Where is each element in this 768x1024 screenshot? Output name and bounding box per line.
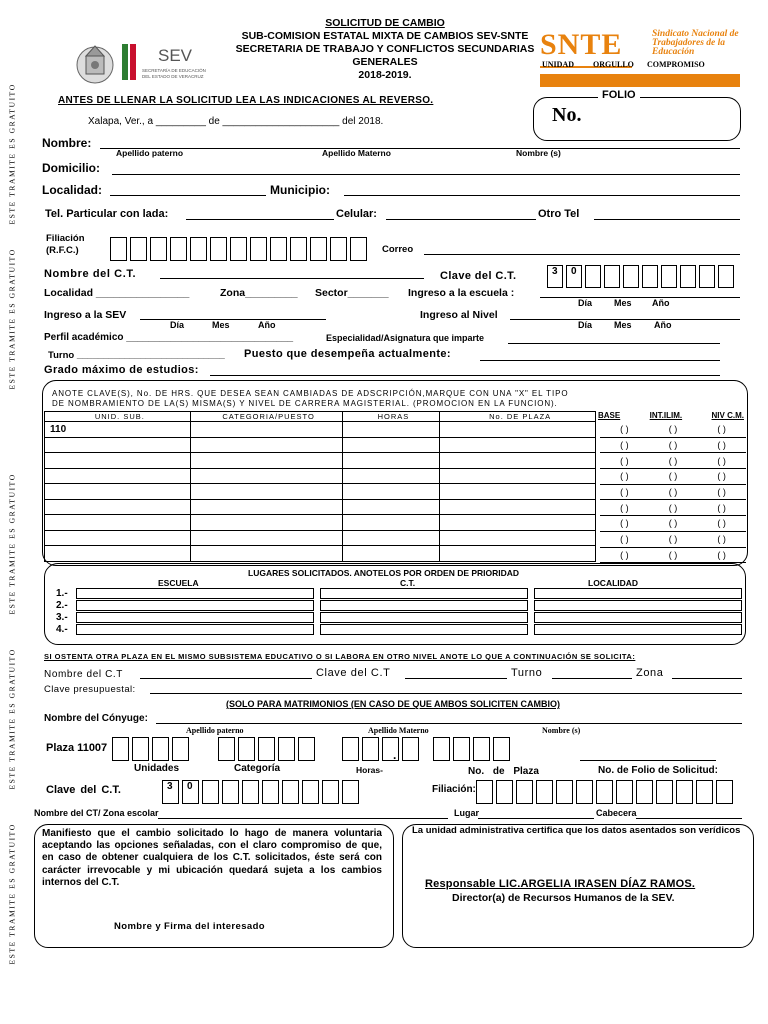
dia-hint: Día	[578, 298, 593, 308]
input-cell[interactable]	[342, 780, 359, 804]
claves-cell[interactable]	[342, 437, 440, 453]
categoria-cells[interactable]	[218, 737, 318, 761]
type-checkbox[interactable]: ( )	[620, 487, 629, 498]
ingreso-escuela-label: Ingreso a la escuela :	[408, 287, 515, 299]
claves-cell[interactable]	[440, 499, 596, 515]
lugar-escuela-input[interactable]	[76, 588, 314, 599]
type-checkbox[interactable]: ( )	[668, 424, 678, 435]
conyuge-input[interactable]	[156, 723, 742, 724]
lugar-ct-input[interactable]	[320, 600, 528, 611]
input-cell[interactable]	[676, 780, 693, 804]
input-cell[interactable]	[350, 237, 367, 261]
lugares-header: ESCUELA	[158, 578, 199, 588]
type-checkbox[interactable]: ( )	[668, 549, 678, 560]
especialidad-label: Especialidad/Asignatura que imparte	[326, 333, 485, 343]
plaza-cells[interactable]	[433, 737, 513, 761]
ingreso-sev-label: Ingreso a la SEV	[44, 309, 127, 321]
claves-cell[interactable]	[342, 530, 440, 546]
input-cell[interactable]	[310, 237, 327, 261]
horas-cells[interactable]	[342, 737, 422, 761]
conyuge-label: Nombre del Cónyuge:	[44, 713, 148, 724]
input-cell[interactable]: 3	[162, 780, 179, 804]
claves-cell[interactable]	[342, 453, 440, 469]
input-cell[interactable]	[453, 737, 470, 761]
unidades-hint: Unidades	[134, 763, 180, 774]
sev-logo: SEV SECRETARÍA DE EDUCACIÓN DEL ESTADO DE VERACRUZ	[122, 44, 232, 88]
claves-cell[interactable]: 110	[45, 422, 191, 438]
clave-presupuestal-input[interactable]	[150, 693, 742, 694]
hint: Nombre (s)	[516, 148, 561, 158]
otro-tel-label: Otro Tel	[538, 208, 580, 220]
localidad2-field: Localidad ________________	[44, 287, 190, 299]
claves-cell[interactable]	[45, 484, 191, 500]
input-cell[interactable]	[616, 780, 633, 804]
type-checkbox[interactable]: ( )	[717, 424, 726, 435]
hint: Apellido paterno	[186, 726, 244, 735]
input-cell[interactable]	[604, 265, 620, 288]
type-checkbox[interactable]: ( )	[620, 471, 629, 482]
municipio-input[interactable]	[344, 195, 740, 196]
lugar-row	[56, 623, 742, 635]
lugar-ct-input[interactable]	[320, 624, 528, 635]
input-cell[interactable]	[270, 237, 287, 261]
input-cell[interactable]	[190, 237, 207, 261]
director: Director(a) de Recursos Humanos de la SEV.	[452, 892, 675, 904]
lugar-num: 1.-	[56, 587, 68, 599]
lugares-header: LOCALIDAD	[588, 578, 639, 588]
otra-clave-ct-label: Clave del C.T	[316, 667, 391, 679]
claves-cell[interactable]	[440, 515, 596, 531]
perfil-field: Perfil académico ______________________________	[44, 332, 294, 343]
input-cell[interactable]	[718, 265, 734, 288]
claves-cell[interactable]	[45, 515, 191, 531]
hint: Nombre (s)	[542, 726, 581, 735]
folio-no: No.	[552, 104, 582, 126]
clave-ct-label: Clave del C.T.	[440, 270, 517, 282]
m-clave-ct-cells[interactable]	[162, 780, 362, 804]
input-cell[interactable]	[661, 265, 677, 288]
tel-label: Tel. Particular con lada:	[45, 208, 169, 220]
puesto-input[interactable]	[480, 360, 720, 361]
input-cell[interactable]	[585, 265, 601, 288]
anio-hint: Año	[258, 320, 276, 330]
municipio-label: Municipio:	[270, 183, 330, 197]
input-cell[interactable]	[150, 237, 167, 261]
input-cell[interactable]	[152, 737, 169, 761]
input-cell[interactable]	[110, 237, 127, 261]
sector-field: Sector_______	[315, 287, 389, 299]
lugar-escuela-input[interactable]	[76, 600, 314, 611]
input-cell[interactable]	[222, 780, 239, 804]
correo-input[interactable]	[424, 254, 740, 255]
otra-nombre-ct-input[interactable]	[140, 678, 312, 679]
domicilio-input[interactable]	[112, 174, 740, 175]
localidad-input[interactable]	[110, 195, 266, 196]
lugar-localidad-input[interactable]	[534, 612, 742, 623]
claves-cell[interactable]	[440, 453, 596, 469]
type-checkbox[interactable]: ( )	[668, 534, 678, 545]
tel-input[interactable]	[186, 219, 334, 220]
claves-cell[interactable]	[190, 437, 342, 453]
side-text: ESTE TRAMITE ES GRATUITO	[7, 83, 17, 225]
claves-cell[interactable]	[45, 546, 191, 562]
claves-header-cell: UNID. SUB.	[45, 412, 191, 422]
nombre-label: Nombre:	[42, 136, 92, 150]
celular-input[interactable]	[386, 219, 536, 220]
celular-label: Celular:	[336, 208, 377, 220]
lugar-localidad-input[interactable]	[534, 624, 742, 635]
side-text: ESTE TRAMITE ES GRATUITO	[7, 248, 17, 390]
claves-row	[45, 546, 596, 562]
no-plaza-hint: No. de Plaza	[468, 766, 539, 777]
claves-cell[interactable]	[45, 499, 191, 515]
input-cell[interactable]	[242, 780, 259, 804]
otra-zona-label: Zona	[636, 667, 664, 679]
filiacion-label: Filiación (R.F.C.)	[46, 233, 85, 256]
form-title: SOLICITUD DE CAMBIO SUB-COMISION ESTATAL MIXTA DE CAMBIOS SEV-SNTE SECRETARIA DE TRABAJO Y CONFLICTOS SECUNDARIAS GENERALES 2018-2019.	[235, 17, 535, 81]
input-cell[interactable]	[716, 780, 733, 804]
type-checkbox[interactable]: ( )	[668, 518, 678, 529]
claves-cell[interactable]	[190, 499, 342, 515]
lugar-row	[56, 611, 742, 623]
lugar-num: 4.-	[56, 623, 68, 635]
claves-cell[interactable]	[342, 515, 440, 531]
input-cell[interactable]	[218, 737, 235, 761]
no-folio-input[interactable]	[580, 760, 716, 761]
hint: Apellido paterno	[116, 148, 184, 158]
type-mark-row	[600, 516, 746, 532]
input-cell[interactable]	[112, 737, 129, 761]
cabecera-input[interactable]	[636, 818, 742, 819]
puesto-label: Puesto que desempeña actualmente:	[244, 348, 451, 360]
claves-table	[44, 411, 596, 562]
type-checkbox[interactable]: ( )	[717, 440, 726, 451]
type-checkbox[interactable]: ( )	[717, 518, 726, 529]
type-checkbox[interactable]: ( )	[620, 534, 629, 545]
type-checkbox[interactable]: ( )	[620, 424, 629, 435]
input-cell[interactable]	[382, 737, 399, 761]
no-folio-label: No. de Folio de Solicitud:	[598, 765, 718, 776]
folio-label: FOLIO	[598, 89, 640, 101]
m-filiacion-cells[interactable]	[476, 780, 736, 804]
place-date: Xalapa, Ver., a _________ de _____________________ del 2018.	[88, 116, 384, 127]
input-cell[interactable]	[330, 237, 347, 261]
input-cell[interactable]	[132, 737, 149, 761]
lugar-escuela-input[interactable]	[76, 624, 314, 635]
notice: ANTES DE LLENAR LA SOLICITUD LEA LAS INDICACIONES AL REVERSO.	[58, 95, 434, 106]
turno-field: Turno ____________________________	[48, 350, 225, 361]
m-nombre-ct-label: Nombre del CT/ Zona escolar	[34, 808, 159, 818]
claves-cell[interactable]	[342, 484, 440, 500]
input-cell[interactable]	[302, 780, 319, 804]
claves-row	[45, 484, 596, 500]
cabecera-label: Cabecera	[596, 808, 637, 818]
input-cell[interactable]: 0	[566, 265, 582, 288]
input-cell[interactable]	[262, 780, 279, 804]
claves-cell[interactable]	[190, 515, 342, 531]
lugar-row	[56, 599, 742, 611]
type-mark-row	[600, 469, 746, 485]
claves-type-marks	[596, 411, 746, 563]
lugar-ct-input[interactable]	[320, 612, 528, 623]
zona-field: Zona_________	[220, 287, 298, 299]
lugar-ct-input[interactable]	[320, 588, 528, 599]
claves-cell[interactable]	[45, 468, 191, 484]
lugar-localidad-input[interactable]	[534, 600, 742, 611]
claves-row	[45, 453, 596, 469]
m-nombre-ct-input[interactable]	[158, 818, 448, 819]
responsable: Responsable LIC.ARGELIA IRASEN DÍAZ RAMOS.	[425, 878, 696, 890]
ingreso-nivel-label: Ingreso al Nivel	[420, 309, 498, 321]
type-checkbox[interactable]: ( )	[717, 534, 726, 545]
input-cell[interactable]	[556, 780, 573, 804]
type-header: INT.ILIM.	[649, 411, 683, 420]
type-checkbox[interactable]: ( )	[717, 471, 726, 482]
unidades-cells[interactable]	[112, 737, 192, 761]
snte-logo: SNTE UNIDAD ORGULLO COMPROMISO Sindicato Nacional de Trabajadores de la Educación	[540, 26, 740, 88]
lugares-title: LUGARES SOLICITADOS. ANOTELOS POR ORDEN DE PRIORIDAD	[248, 568, 520, 578]
side-text: ESTE TRAMITE ES GRATUITO	[7, 823, 17, 965]
input-cell[interactable]	[342, 737, 359, 761]
input-cell[interactable]	[362, 737, 379, 761]
type-mark-row	[600, 532, 746, 548]
especialidad-input[interactable]	[508, 343, 720, 344]
input-cell[interactable]	[699, 265, 715, 288]
ingreso-sev-input[interactable]	[140, 319, 326, 320]
claves-row	[45, 515, 596, 531]
claves-cell[interactable]	[190, 453, 342, 469]
lugares-header: C.T.	[400, 578, 416, 588]
lugar-row	[56, 587, 742, 599]
m-clave-ct-label: Clave del C.T.	[46, 784, 121, 796]
anio-hint: Año	[654, 320, 672, 330]
lugar-escuela-input[interactable]	[76, 612, 314, 623]
input-cell[interactable]	[258, 737, 275, 761]
type-header: BASE	[598, 411, 621, 420]
input-cell[interactable]	[210, 237, 227, 261]
claves-header-cell: No. DE PLAZA	[440, 412, 596, 422]
domicilio-label: Domicilio:	[42, 161, 101, 175]
claves-cell[interactable]	[440, 468, 596, 484]
input-cell[interactable]	[230, 237, 247, 261]
type-checkbox[interactable]: ( )	[620, 455, 629, 466]
claves-cell[interactable]	[342, 422, 440, 438]
input-cell[interactable]	[433, 737, 450, 761]
claves-row	[45, 468, 596, 484]
type-checkbox[interactable]: ( )	[668, 471, 678, 482]
correo-label: Correo	[382, 244, 414, 255]
otra-zona-input[interactable]	[672, 678, 742, 679]
categoria-hint: Categoría	[234, 763, 281, 774]
input-cell[interactable]	[278, 737, 295, 761]
lugar-num: 3.-	[56, 611, 68, 623]
matrimonio-title: (SOLO PARA MATRIMONIOS (EN CASO DE QUE AMBOS SOLICITEN CAMBIO)	[226, 699, 560, 709]
type-checkbox[interactable]: ( )	[717, 455, 726, 466]
input-cell[interactable]	[298, 737, 315, 761]
input-cell[interactable]	[493, 737, 510, 761]
side-text: ESTE TRAMITE ES GRATUITO	[7, 473, 17, 615]
input-cell[interactable]	[696, 780, 713, 804]
manifiesto-text: Manifiesto que el cambio solicitado lo hago de manera voluntaria aceptando las opciones señaladas, con el claro compromiso de que, en caso de obtener cualquiera de los C.T. solicitados, éste será con carácter irrevocable y mi ubicación quedará sujeta a los cambios internos del C.T.	[42, 828, 382, 888]
mes-hint: Mes	[614, 320, 632, 330]
claves-cell[interactable]	[45, 453, 191, 469]
certifica-text: La unidad administrativa certifica que los datos asentados son verídicos	[412, 825, 741, 836]
input-cell[interactable]	[476, 780, 493, 804]
input-cell[interactable]	[642, 265, 658, 288]
firma-label: Nombre y Firma del interesado	[114, 921, 265, 932]
hint: Apellido Materno	[368, 726, 429, 735]
claves-cell[interactable]	[342, 468, 440, 484]
type-mark-row	[600, 500, 746, 516]
nombre-input[interactable]	[100, 148, 740, 149]
input-cell[interactable]	[202, 780, 219, 804]
input-cell[interactable]	[172, 737, 189, 761]
input-cell[interactable]	[636, 780, 653, 804]
clave-presupuestal-label: Clave presupuestal:	[44, 684, 136, 695]
claves-header-cell: HORAS	[342, 412, 440, 422]
input-cell[interactable]	[473, 737, 490, 761]
lugar-num: 2.-	[56, 599, 68, 611]
claves-cell[interactable]	[440, 422, 596, 438]
claves-cell[interactable]	[190, 530, 342, 546]
lugar-label: Lugar	[454, 808, 480, 818]
otro-tel-input[interactable]	[594, 219, 740, 220]
lugares-rows	[56, 587, 742, 635]
grado-input[interactable]	[210, 375, 720, 376]
mes-hint: Mes	[212, 320, 230, 330]
claves-cell[interactable]	[190, 484, 342, 500]
claves-instructions: DE NOMBRAMIENTO DE LA(S) MISMA(S) Y NIVEL DE CARRERA MAGISTERIAL. (PROMOCION EN LA FUNCION).	[52, 399, 558, 408]
input-cell[interactable]	[596, 780, 613, 804]
claves-cell[interactable]	[440, 437, 596, 453]
claves-instructions: ANOTE CLAVE(S), No. DE HRS. QUE DESEA SEAN CAMBIADAS DE ADSCRIPCIÓN,MARQUE CON UNA "X" EL TIPO	[52, 389, 569, 398]
claves-row	[45, 437, 596, 453]
localidad-label: Localidad:	[42, 183, 103, 197]
type-checkbox[interactable]: ( )	[668, 487, 678, 498]
grado-label: Grado máximo de estudios:	[44, 364, 199, 376]
dia-hint: Día	[170, 320, 185, 330]
claves-row	[45, 530, 596, 546]
otra-clave-ct-input[interactable]	[405, 678, 507, 679]
input-cell[interactable]	[680, 265, 696, 288]
type-checkbox[interactable]: ( )	[717, 487, 726, 498]
horas-hint: Horas-	[356, 765, 383, 775]
input-cell[interactable]	[496, 780, 513, 804]
type-mark-row	[600, 422, 746, 438]
type-checkbox[interactable]: ( )	[717, 549, 726, 560]
mes-hint: Mes	[614, 298, 632, 308]
dia-hint: Día	[578, 320, 593, 330]
input-cell[interactable]	[576, 780, 593, 804]
input-cell[interactable]	[238, 737, 255, 761]
type-header: NIV C.M.	[711, 411, 744, 420]
input-cell[interactable]	[130, 237, 147, 261]
claves-row	[45, 499, 596, 515]
state-seal-icon	[72, 40, 118, 86]
input-cell[interactable]: 0	[182, 780, 199, 804]
input-cell[interactable]	[656, 780, 673, 804]
input-cell[interactable]: 3	[547, 265, 563, 288]
nombre-ct-label: Nombre del C.T.	[44, 268, 137, 280]
type-mark-row	[600, 548, 746, 564]
input-cell[interactable]	[322, 780, 339, 804]
input-cell[interactable]	[250, 237, 267, 261]
side-text: ESTE TRAMITE ES GRATUITO	[7, 648, 17, 790]
input-cell[interactable]	[170, 237, 187, 261]
claves-cell[interactable]	[440, 546, 596, 562]
m-filiacion-label: Filiación:	[432, 784, 476, 795]
type-checkbox[interactable]: ( )	[717, 502, 726, 513]
type-checkbox[interactable]: ( )	[620, 502, 629, 513]
otra-turno-input[interactable]	[552, 678, 632, 679]
lugar-localidad-input[interactable]	[534, 588, 742, 599]
plaza-label: Plaza 11007	[46, 742, 108, 754]
type-checkbox[interactable]: ( )	[620, 518, 629, 529]
claves-cell[interactable]	[342, 499, 440, 515]
input-cell[interactable]	[516, 780, 533, 804]
rfc-cells[interactable]	[110, 237, 370, 261]
claves-cell[interactable]	[440, 530, 596, 546]
claves-cell[interactable]	[440, 484, 596, 500]
otra-plaza-text: SI OSTENTA OTRA PLAZA EN EL MISMO SUBSISTEMA EDUCATIVO O SI LABORA EN OTRO NIVEL ANOTE LO QUE A CONTINUACIÓN SE SOLICITA:	[44, 652, 636, 661]
type-checkbox[interactable]: ( )	[668, 455, 678, 466]
type-checkbox[interactable]: ( )	[620, 549, 629, 560]
clave-ct-cells[interactable]	[547, 265, 737, 288]
claves-cell[interactable]	[45, 437, 191, 453]
input-cell[interactable]	[536, 780, 553, 804]
hint: Apellido Materno	[322, 148, 391, 158]
horas-dot: .	[393, 748, 397, 762]
claves-cell[interactable]	[190, 422, 342, 438]
claves-row	[45, 422, 596, 438]
otra-nombre-ct-label: Nombre del C.T	[44, 669, 123, 680]
claves-cell[interactable]	[190, 546, 342, 562]
claves-cell[interactable]	[342, 546, 440, 562]
claves-cell[interactable]	[190, 468, 342, 484]
type-checkbox[interactable]: ( )	[668, 502, 678, 513]
type-checkbox[interactable]: ( )	[668, 440, 678, 451]
input-cell[interactable]	[290, 237, 307, 261]
otra-turno-label: Turno	[511, 667, 543, 679]
anio-hint: Año	[652, 298, 670, 308]
type-mark-row	[600, 453, 746, 469]
input-cell[interactable]	[623, 265, 639, 288]
input-cell[interactable]	[402, 737, 419, 761]
lugar-input[interactable]	[478, 818, 594, 819]
type-mark-row	[600, 485, 746, 501]
input-cell[interactable]	[282, 780, 299, 804]
type-mark-row	[600, 438, 746, 454]
ingreso-escuela-input[interactable]	[540, 297, 740, 298]
claves-cell[interactable]	[45, 530, 191, 546]
type-checkbox[interactable]: ( )	[620, 440, 629, 451]
claves-header-cell: CATEGORIA/PUESTO	[190, 412, 342, 422]
nombre-ct-input[interactable]	[160, 278, 424, 279]
